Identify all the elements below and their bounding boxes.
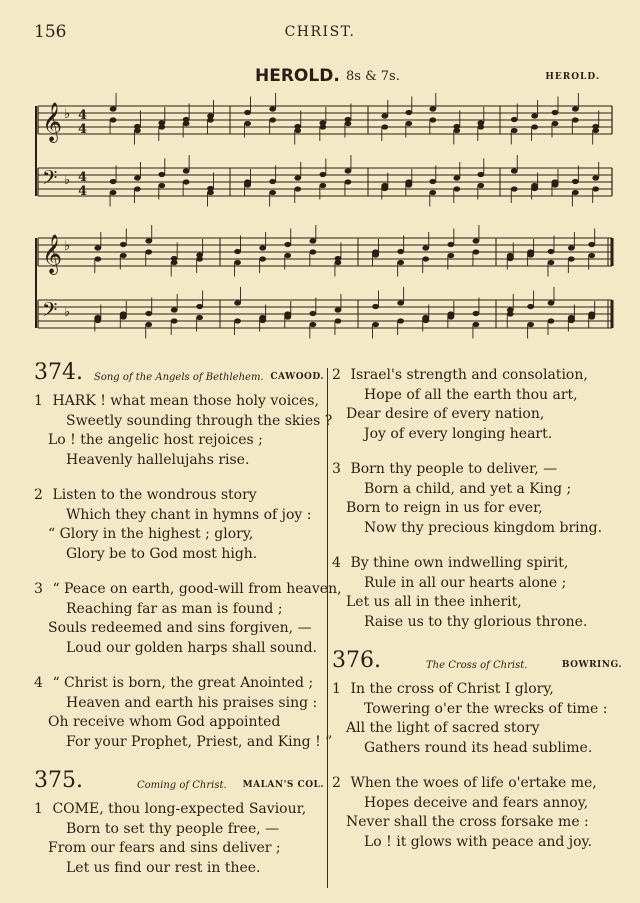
note-head — [372, 304, 379, 309]
note-head — [207, 117, 214, 122]
stanza-number: 1 — [332, 681, 341, 697]
note-head — [548, 318, 555, 323]
right-column — [332, 360, 622, 868]
stanza-line: Heaven and earth his praises sing : — [66, 694, 318, 711]
stanza-374-4b — [332, 554, 622, 632]
treble-clef-icon: 𝄞 — [42, 234, 63, 274]
note-head — [120, 311, 127, 316]
stanza-line: Israel's strength and consolation, — [350, 367, 588, 383]
stanza-line: Raise us to thy glorious throne. — [364, 613, 588, 630]
note-head — [345, 168, 352, 173]
note-head — [309, 238, 316, 243]
note-head — [234, 318, 241, 323]
note-head — [381, 124, 388, 129]
hymn-375-heading — [34, 768, 324, 800]
hymn-number: 376. — [332, 648, 381, 673]
note-head — [335, 260, 342, 265]
hymn-374-heading — [34, 360, 324, 392]
note-head — [429, 190, 436, 195]
note-head — [234, 260, 241, 265]
note-head — [477, 124, 484, 129]
note-head — [94, 245, 101, 250]
tune-right-label: HEROLD. — [545, 72, 600, 82]
note-head — [134, 128, 141, 133]
note-head — [110, 179, 117, 184]
note-head — [422, 315, 429, 320]
note-head — [294, 128, 301, 133]
note-head — [158, 183, 165, 188]
note-head — [145, 249, 152, 254]
stanza-line: Born a child, and yet a King ; — [364, 480, 572, 497]
hymn-author: CAWOOD. — [270, 372, 324, 382]
stanza-376-1 — [332, 680, 622, 758]
note-head — [429, 117, 436, 122]
stanza-line: Born thy people to deliver, — — [350, 461, 558, 477]
note-head — [269, 117, 276, 122]
note-head — [548, 300, 555, 305]
stanza-line: Towering o'er the wrecks of time : — [364, 700, 608, 717]
note-head — [244, 179, 251, 184]
stanza-line: By thine own indwelling spirit, — [350, 555, 569, 571]
note-head — [309, 249, 316, 254]
tune-meter: 8s & 7s. — [346, 69, 400, 84]
stanza-line: Born to set thy people free, — — [66, 820, 280, 837]
note-head — [507, 311, 514, 316]
note-head — [319, 172, 326, 177]
note-head — [531, 183, 538, 188]
stanza-374-3 — [34, 580, 342, 658]
stanza-line: Hope of all the earth thou art, — [364, 386, 578, 403]
note-head — [94, 315, 101, 320]
bass-clef-icon: 𝄢 — [42, 166, 58, 194]
note-head — [453, 128, 460, 133]
note-head — [110, 106, 117, 111]
note-head — [422, 245, 429, 250]
note-head — [284, 242, 291, 247]
stanza-line: Listen to the wondrous story — [52, 487, 257, 503]
note-head — [372, 249, 379, 254]
note-head — [429, 106, 436, 111]
stanza-line: Hopes deceive and fears annoy, — [364, 794, 589, 811]
note-head — [94, 256, 101, 261]
page-number: 156 — [34, 22, 67, 42]
note-head — [552, 110, 559, 115]
note-head — [110, 117, 117, 122]
note-head — [183, 179, 190, 184]
note-head — [531, 113, 538, 118]
note-head — [447, 253, 454, 258]
note-head — [473, 311, 480, 316]
stanza-line: Lo ! the angelic host rejoices ; — [48, 432, 263, 448]
note-head — [473, 322, 480, 327]
note-head — [453, 186, 460, 191]
stanza-number: 4 — [34, 675, 43, 691]
note-head — [183, 168, 190, 173]
note-head — [473, 249, 480, 254]
stanza-number: 2 — [332, 367, 341, 383]
note-head — [372, 322, 379, 327]
stanza-number: 2 — [332, 775, 341, 791]
note-head — [548, 260, 555, 265]
note-head — [234, 249, 241, 254]
note-head — [511, 168, 518, 173]
hymn-376-heading — [332, 648, 622, 680]
hymn-author: BOWRING. — [561, 660, 622, 670]
stanza-line: COME, thou long-expected Saviour, — [52, 801, 307, 817]
stanza-374-4 — [34, 674, 333, 752]
hymn-title: Song of the Angels of Bethlehem. — [94, 372, 264, 383]
note-head — [588, 242, 595, 247]
stanza-line: Now thy precious kingdom bring. — [364, 519, 603, 536]
note-head — [244, 110, 251, 115]
note-head — [309, 311, 316, 316]
hymn-author: MALAN'S COL. — [242, 780, 324, 790]
hymn-title: Coming of Christ. — [137, 780, 227, 791]
stanza-line: “ Peace on earth, good-will from heaven, — [52, 581, 342, 597]
note-head — [269, 190, 276, 195]
note-head — [309, 322, 316, 327]
note-head — [548, 249, 555, 254]
note-head — [284, 311, 291, 316]
stanza-374-2 — [34, 486, 324, 564]
running-title: CHRIST. — [284, 24, 356, 40]
note-head — [552, 179, 559, 184]
note-head — [145, 311, 152, 316]
note-head — [110, 190, 117, 195]
stanza-374-2b — [332, 366, 622, 444]
note-head — [158, 172, 165, 177]
note-head — [397, 300, 404, 305]
stanza-line: Born to reign in us for ever, — [346, 500, 543, 516]
note-head — [335, 318, 342, 323]
note-head — [145, 322, 152, 327]
note-head — [145, 238, 152, 243]
stanza-number: 1 — [34, 393, 43, 409]
note-head — [319, 183, 326, 188]
note-head — [183, 121, 190, 126]
note-head — [196, 304, 203, 309]
note-head — [134, 186, 141, 191]
stanza-number: 4 — [332, 555, 341, 571]
flat-key-icon: ♭ — [64, 305, 71, 320]
note-head — [453, 175, 460, 180]
note-head — [120, 242, 127, 247]
note-head — [447, 311, 454, 316]
stanza-number: 2 — [34, 487, 43, 503]
stanza-line: Reaching far as man is found ; — [66, 600, 283, 617]
stanza-375-1 — [34, 800, 324, 878]
stanza-number: 1 — [34, 801, 43, 817]
note-head — [422, 256, 429, 261]
note-head — [397, 318, 404, 323]
hymn-title: The Cross of Christ. — [426, 660, 528, 671]
flat-key-icon: ♭ — [64, 173, 71, 188]
stanza-line: When the woes of life o'ertake me, — [350, 775, 597, 791]
note-head — [592, 186, 599, 191]
note-head — [527, 304, 534, 309]
note-head — [171, 318, 178, 323]
note-head — [531, 124, 538, 129]
note-head — [572, 190, 579, 195]
note-head — [588, 253, 595, 258]
stanza-376-2 — [332, 774, 622, 852]
stanza-line: Gathers round its head sublime. — [364, 739, 593, 756]
note-head — [171, 260, 178, 265]
stanza-line: Dear desire of every nation, — [346, 406, 545, 422]
note-head — [171, 307, 178, 312]
note-head — [588, 311, 595, 316]
note-head — [269, 179, 276, 184]
note-head — [244, 121, 251, 126]
note-head — [381, 113, 388, 118]
note-head — [345, 179, 352, 184]
stanza-line: Souls redeemed and sins forgiven, — — [48, 620, 312, 636]
note-head — [511, 186, 518, 191]
stanza-line: Let us all in thee inherit, — [346, 594, 522, 610]
stanza-line: Sweetly sounding through the skies ? — [66, 412, 333, 429]
stanza-line: “ Glory in the highest ; glory, — [48, 526, 254, 542]
stanza-line: Joy of every longing heart. — [364, 425, 553, 442]
note-head — [196, 256, 203, 261]
stanza-line: HARK ! what mean those holy voices, — [52, 393, 319, 409]
note-head — [345, 121, 352, 126]
note-head — [527, 249, 534, 254]
stanza-line: Oh receive whom God appointed — [48, 714, 281, 730]
stanza-line: Lo ! it glows with peace and joy. — [364, 833, 593, 850]
stanza-line: All the light of sacred story — [346, 720, 540, 736]
stanza-line: For your Prophet, Priest, and King ! ” — [66, 733, 333, 750]
stanza-line: Rule in all our hearts alone ; — [364, 574, 567, 591]
column-divider — [327, 368, 328, 888]
note-head — [397, 260, 404, 265]
left-column — [34, 360, 342, 894]
note-head — [568, 256, 575, 261]
tune-name: HEROLD. — [255, 66, 340, 86]
stanza-374-3b — [332, 460, 622, 538]
note-head — [397, 249, 404, 254]
note-head — [269, 106, 276, 111]
flat-key-icon: ♭ — [64, 239, 71, 254]
note-head — [511, 128, 518, 133]
note-head — [294, 186, 301, 191]
time-signature-top: 4 — [78, 170, 88, 185]
bass-clef-icon: 𝄢 — [42, 298, 58, 326]
note-head — [568, 315, 575, 320]
note-head — [477, 183, 484, 188]
note-head — [134, 175, 141, 180]
stanza-line: From our fears and sins deliver ; — [48, 840, 281, 856]
stanza-line: Let us find our rest in thee. — [66, 859, 261, 876]
stanza-line: Never shall the cross forsake me : — [346, 814, 589, 830]
note-head — [405, 110, 412, 115]
note-head — [259, 256, 266, 261]
tune-heading — [0, 66, 640, 90]
note-head — [507, 253, 514, 258]
stanza-374-1 — [34, 392, 333, 470]
note-head — [429, 179, 436, 184]
note-head — [319, 124, 326, 129]
note-head — [196, 315, 203, 320]
stanza-line: In the cross of Christ I glory, — [350, 681, 554, 697]
note-head — [592, 175, 599, 180]
note-head — [511, 117, 518, 122]
flat-key-icon: ♭ — [64, 107, 71, 122]
note-head — [572, 117, 579, 122]
note-head — [527, 322, 534, 327]
stanza-line: Heavenly hallelujahs rise. — [66, 451, 250, 468]
note-head — [234, 300, 241, 305]
stanza-number: 3 — [332, 461, 341, 477]
note-head — [473, 238, 480, 243]
note-head — [294, 175, 301, 180]
note-head — [158, 124, 165, 129]
note-head — [572, 106, 579, 111]
note-head — [259, 315, 266, 320]
hymn-number: 375. — [34, 768, 83, 793]
note-head — [447, 242, 454, 247]
note-head — [568, 245, 575, 250]
time-signature-bottom: 4 — [78, 122, 88, 137]
time-signature-top: 4 — [78, 108, 88, 123]
stanza-line: Loud our golden harps shall sound. — [66, 639, 317, 656]
treble-clef-icon: 𝄞 — [42, 102, 63, 142]
note-head — [552, 121, 559, 126]
note-head — [405, 179, 412, 184]
time-signature-bottom: 4 — [78, 184, 88, 199]
stanza-line: “ Christ is born, the great Anointed ; — [52, 675, 314, 691]
note-head — [572, 179, 579, 184]
music-score — [0, 88, 640, 350]
stanza-line: Glory be to God most high. — [66, 545, 258, 562]
note-head — [381, 183, 388, 188]
note-head — [284, 253, 291, 258]
page-header — [0, 22, 640, 44]
note-head — [592, 128, 599, 133]
stanza-number: 3 — [34, 581, 43, 597]
note-head — [335, 307, 342, 312]
note-head — [477, 172, 484, 177]
stanza-line: Which they chant in hymns of joy : — [66, 506, 312, 523]
note-head — [207, 190, 214, 195]
hymn-number: 374. — [34, 360, 83, 385]
note-head — [405, 121, 412, 126]
note-head — [120, 253, 127, 258]
note-head — [259, 245, 266, 250]
